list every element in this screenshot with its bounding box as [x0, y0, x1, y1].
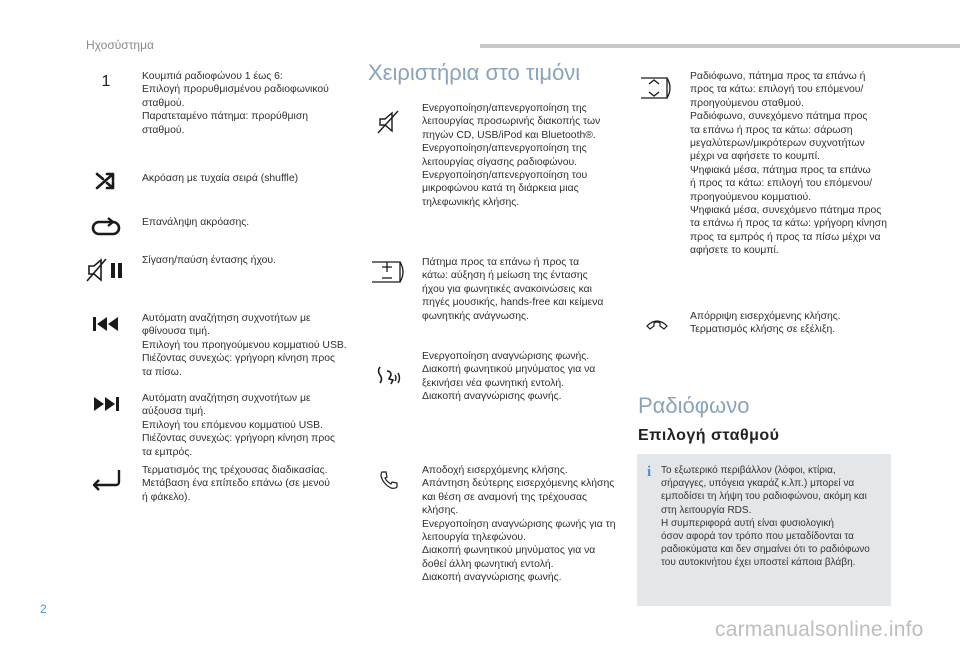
text-line: Διακοπή αναγνώρισης φωνής.: [422, 572, 562, 584]
text-line: φωνητικής ανάγνωσης.: [422, 310, 529, 322]
text-line: Απόρριψη εισερχόμενης κλήσης.: [690, 311, 841, 322]
text-line: Αυτόματη αναζήτηση συχνοτήτων με: [142, 393, 311, 404]
text-line: Ακρόαση με τυχαία σειρά (shuffle): [142, 173, 299, 184]
next-track-icon: [78, 392, 134, 416]
text-line: Τερματισμός κλήσης σε εξέλιξη.: [690, 324, 836, 336]
text-line: προς τα κάτω: επιλογή του επόμενου/: [690, 84, 864, 96]
text-line: Επιλογή του επόμενου κομματιού USB.: [142, 419, 323, 431]
item-description: [142, 216, 352, 229]
text-line: προηγούμενου κομματιού.: [690, 191, 812, 203]
text-line: Επιλογή προρυθμισμένου ραδιοφωνικού: [142, 84, 329, 96]
item-description: [690, 310, 905, 337]
text-line: Ενεργοποίηση/απενεργοποίηση της: [422, 143, 587, 155]
text-line: Αυτόματη αναζήτηση συχνοτήτων με: [142, 313, 311, 324]
text-line: σήραγγες, υπόγεια γκαράζ κ.λπ.) μπορεί να: [661, 478, 855, 490]
text-line: Απάντηση δεύτερης εισερχόμενης κλήσης: [422, 478, 615, 490]
text-line: λειτουργίας σίγασης ραδιοφώνου.: [422, 156, 578, 168]
text-line: φθίνουσα τιμή.: [142, 326, 210, 338]
text-line: Μετάβαση ένα επίπεδο επάνω (σε μενού: [142, 478, 330, 490]
item-description: [422, 350, 632, 404]
mute-pause-icon: [78, 258, 134, 282]
item-description: [142, 464, 352, 504]
text-line: Το εξωτερικό περιβάλλον (λόφοι, κτίρια,: [661, 465, 836, 476]
text-line: αφήσετε το κουμπί.: [690, 245, 779, 257]
info-icon: i: [647, 464, 652, 480]
text-line: αύξουσα τιμή.: [142, 406, 206, 418]
text-line: τα επάνω ή προς τα κάτω: σάρωση: [690, 124, 853, 136]
text-line: Ενεργοποίηση αναγνώρισης φωνής για τη: [422, 518, 616, 530]
section-title: Χειριστήρια στο τιμόνι: [368, 60, 581, 85]
item-description: [142, 392, 352, 459]
text-line: Κουμπιά ραδιοφώνου 1 έως 6:: [142, 71, 283, 82]
item-description: [142, 254, 352, 267]
text-line: Η συμπεριφορά αυτή είναι φυσιολογική: [661, 517, 834, 529]
text-line: σταθμού.: [142, 124, 185, 136]
text-line: Διακοπή φωνητικού μηνύματος για να: [422, 545, 596, 557]
text-line: Επανάληψη ακρόασης.: [142, 217, 250, 228]
page-number: 2: [40, 602, 47, 616]
text-line: Ψηφιακά μέσα, πάτημα προς τα επάνω: [690, 164, 871, 176]
text-line: τα εμπρός.: [142, 446, 193, 458]
text-line: Πιέζοντας συνεχώς: γρήγορη κίνηση προς: [142, 433, 336, 445]
text-line: στη λειτουργία RDS.: [661, 504, 752, 516]
section-title-radio: Ραδιόφωνο: [638, 393, 750, 418]
item-description: [661, 464, 889, 570]
text-line: Ψηφιακά μέσα, συνεχόμενο πάτημα προς: [690, 205, 882, 217]
volume-rocker-icon: [368, 260, 410, 284]
text-line: ραδιοκύματα και δεν σημαίνει ότι το ραδιόφωνο: [661, 544, 870, 556]
text-line: πηγές μουσικής, hands-free και κείμενα: [422, 297, 604, 309]
info-note: [637, 454, 891, 606]
text-line: Διακοπή φωνητικού μηνύματος για να: [422, 364, 596, 376]
text-line: Διακοπή αναγνώρισης φωνής.: [422, 391, 562, 403]
item-description: [422, 464, 632, 585]
text-line: Αποδοχή εισερχόμενης κλήσης.: [422, 465, 568, 476]
text-line: προηγούμενου σταθμού.: [690, 97, 804, 109]
back-return-icon: [78, 466, 134, 490]
text-line: τηλεφωνικής κλήσης.: [422, 196, 520, 208]
text-line: δοθεί άλλη φωνητική εντολή.: [422, 558, 554, 570]
item-description: [142, 172, 352, 185]
item-description: [422, 256, 632, 323]
text-line: κάτω: αύξηση ή μείωση της έντασης: [422, 270, 588, 282]
hang-up-icon: [635, 312, 679, 336]
text-line: Τερματισμός της τρέχουσας διαδικασίας.: [142, 465, 328, 476]
item-description: [142, 312, 352, 379]
previous-track-icon: [78, 312, 134, 336]
answer-call-icon: [368, 468, 410, 492]
text-line: εμποδίσει τη λήψη του ραδιοφώνου, ακόμη και: [661, 491, 867, 503]
digit-1-icon: 1: [101, 73, 111, 90]
item-description: [142, 70, 352, 137]
text-line: προς τα εμπρός ή προς τα πίσω μέχρι να: [690, 231, 881, 243]
text-line: Παρατεταμένο πάτημα: προρύθμιση: [142, 111, 309, 123]
text-line: Ενεργοποίηση/απενεργοποίηση της: [422, 103, 587, 114]
text-line: Επιλογή του προηγούμενου κομματιού USB.: [142, 339, 347, 351]
text-line: πηγών CD, USB/iPod και Bluetooth®.: [422, 129, 596, 141]
text-line: Πάτημα προς τα επάνω ή προς τα: [422, 257, 580, 268]
mute-source-icon: [368, 110, 410, 134]
header-divider: [480, 44, 960, 48]
text-line: λειτουργία τηλεφώνου.: [422, 532, 526, 544]
text-line: μέχρι να αφήσετε το κουμπί.: [690, 151, 820, 163]
text-line: λειτουργίας προσωρινής διακοπής των: [422, 116, 601, 128]
text-line: ή φάκελο).: [142, 491, 191, 503]
text-line: και θέση σε αναμονή της τρέχουσας: [422, 491, 588, 503]
voice-recognition-icon: [368, 364, 410, 388]
text-line: Ενεργοποίηση/απενεργοποίηση του: [422, 170, 588, 182]
text-line: Σίγαση/παύση έντασης ήχου.: [142, 255, 276, 266]
text-line: Ενεργοποίηση αναγνώρισης φωνής.: [422, 351, 590, 362]
text-line: Πιέζοντας συνεχώς: γρήγορη κίνηση προς: [142, 353, 336, 365]
text-line: Ραδιόφωνο, συνεχόμενο πάτημα προς: [690, 111, 868, 123]
text-line: του αυτοκινήτου έχει υποστεί κάποια βλάβη.: [661, 557, 856, 569]
text-line: ήχου για φωνητικές ανακοινώσεις και: [422, 283, 592, 295]
text-line: σταθμού.: [142, 97, 185, 109]
text-line: μεγαλύτερων/μικρότερων συχνοτήτων: [690, 138, 865, 150]
thumbwheel-icon: [635, 76, 679, 100]
text-line: κλήσης.: [422, 505, 459, 517]
shuffle-icon: [78, 169, 134, 193]
watermark: carmanualsonline.info: [715, 618, 924, 641]
repeat-icon: [78, 216, 134, 240]
section-header: Ηχοσύστημα: [86, 38, 154, 52]
text-line: τα πίσω.: [142, 366, 182, 378]
text-line: μικροφώνου κατά τη διάρκεια μιας: [422, 183, 579, 195]
text-line: όσον αφορά τον τρόπο που μεταδίδονται τα: [661, 531, 854, 543]
text-line: ξεκινήσει νέα φωνητική εντολή.: [422, 377, 565, 389]
item-description: [690, 70, 905, 258]
text-line: ή προς τα κάτω: επιλογή του επόμενου/: [690, 178, 873, 190]
text-line: Ραδιόφωνο, πάτημα προς τα επάνω ή: [690, 71, 866, 82]
subsection-title: Επιλογή σταθμού: [638, 427, 780, 444]
item-description: [422, 102, 632, 209]
text-line: τα επάνω ή προς τα κάτω: γρήγορη κίνηση: [690, 218, 888, 230]
